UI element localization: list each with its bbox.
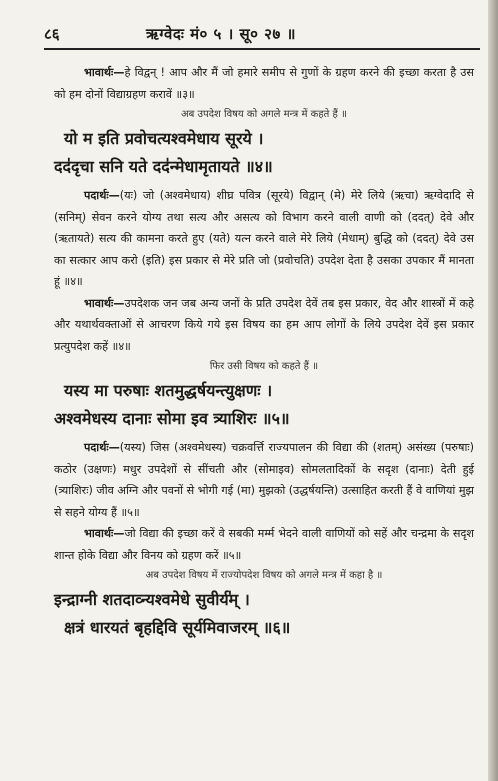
mantra-4-line-1: यो म इति प्रवोचत्यश्वमेधाय सूरये । [64,129,264,148]
padartha-text: (यस्य) जिस (अश्वमेधस्य) चक्रवर्त्ति राज्यपालन की विद्या की (शतम्) असंख्य (परुषाः) कठोर (उक्षणः) मधुर उपदेशों से सींचती और (सोमाइव) सोमलतादिकों के सदृश (दानाः) देती हुई (त्र्याशिरः) जीव अग्नि और पवनों से भोगी गई (मा) मुझको (उद्धर्षयन्ति) उत्साहित करती हैं वे वाणियां मुझ से सहने योग्य हैं ॥५॥ [54,441,474,519]
running-head: ऋग्वेदः मं० ५ । सू० २७ ॥ [146,25,296,43]
bhavartha-label: भावार्थः— [84,296,125,310]
bhavartha-label: भावार्थः— [84,527,125,540]
bhavartha-paragraph-3 [54,62,474,105]
padartha-label: पदार्थः— [84,189,120,202]
page-body [54,62,474,642]
bhavartha-label: भावार्थः— [84,66,125,79]
mantra-5-line-1: यस्य मा परुषाः शतमुद्धर्षयन्त्युक्षणः । [64,381,273,400]
intro-line: अब उपदेश विषय में राज्योपदेश विषय को अगले मन्त्र में कहा है ॥ [145,570,383,581]
intro-line: फिर उसी विषय को कहते हैं ॥ [209,361,319,372]
header-rule [44,48,480,50]
bhavartha-text: जो विद्या की इच्छा करें वे सबकी मर्म्म भेदने वाली वाणियों को सहें और चन्द्रमा के सदृश शान्त होके विद्या और विनय को ग्रहण करें ॥५॥ [54,527,474,562]
padartha-text: (यः) जो (अश्वमेधाय) शीघ्र पवित्र (सूरये) विद्वान् (मे) मेरे लिये (ऋचा) ऋग्वेदादि से (सनिम्) सेवन करने योग्य तथा सत्य और असत्य को विभाग करने वाली वाणी को (ददत्) देवे और (ऋतायते) सत्य की कामना करते हुए (यते) यत्न करने वाले मेरे लिये (मेधाम्) बुद्धि को (ददत्) देवे उस का सत्कार आप करो (इति) इस प्रकार से मेरे प्रति जो (प्रवोचति) उपदेश देता है उसका उपकार मैं मानता हूं ॥४॥ [54,189,474,288]
book-spine-shadow [488,0,498,781]
bhavartha-text: हे विद्वन् ! आप और मैं जो हमारे समीप से गुणों के ग्रहण करने की इच्छा करता है उस को हम दोनों विद्याग्रहण करावें ॥३॥ [54,66,474,101]
bhavartha-paragraph-4 [54,293,474,358]
mantra-4-line-2: दद॑दृचा सनि यते दद॑न्मेधामृतायते ॥४॥ [54,157,273,176]
padartha-paragraph-4 [54,185,474,293]
padartha-label: पदार्थः— [84,441,120,454]
padartha-paragraph-5 [54,437,474,523]
mantra-6-line-1: इन्द्राग्नी शतदाव्न्यश्वमेधे सुवीर्य॑म् । [54,590,250,609]
page-header [44,24,480,50]
bhavartha-text: उपदेशक जन जब अन्य जनों के प्रति उपदेश देवें तब इस प्रकार, वेद और शास्त्रों में कहे और यथार्थवक्ताओं से आचरण किये गये इस विषय का हम आप लोगों के लिये उपदेश देवें इस प्रकार प्रत्युपदेश कहें ॥४॥ [54,296,474,353]
mantra-6-line-2: क्षत्रं धारयतं बृहद्दिवि सूर्यमिवाजरम् ॥६॥ [64,618,291,637]
bhavartha-paragraph-5 [54,523,474,566]
intro-line: अब उपदेश विषय को अगले मन्त्र में कहते हैं ॥ [181,109,347,120]
page-number: ८६ [44,25,60,43]
mantra-5-line-2: अश्वमेधस्य दानाः सोमा इव त्र्याशिरः ॥५॥ [54,409,290,428]
